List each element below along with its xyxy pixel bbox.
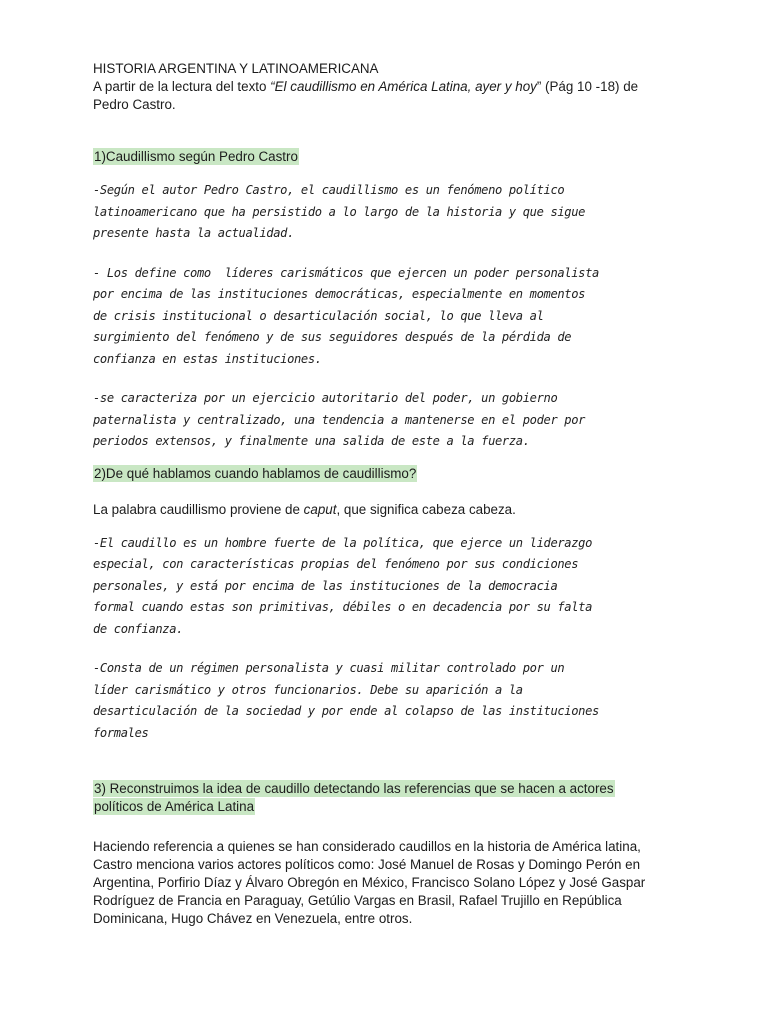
section-1-paragraph-2: - Los define como líderes carismáticos que ejercen un poder personalista por encima de las instituciones democráticas, especialmente en momentos de crisis institucional o desarticulación social, lo que lleva al surgimiento del fenómeno y de sus seguidores después de la pérdida de confianza en estas instituciones. bbox=[93, 265, 599, 366]
caput-term: caput bbox=[303, 501, 337, 517]
section-2-lead: La palabra caudillismo proviene de caput, que significa cabeza cabeza. bbox=[93, 501, 516, 517]
intro-prefix: A partir de la lectura del texto bbox=[93, 79, 271, 94]
intro-author: Pedro Castro. bbox=[93, 97, 176, 112]
document-title: HISTORIA ARGENTINA Y LATINOAMERICANA bbox=[93, 61, 379, 76]
section-2-heading: 2)De qué hablamos cuando hablamos de caudillismo? bbox=[94, 465, 417, 481]
section-3-body: Haciendo referencia a quienes se han considerado caudillos en la historia de América latina, Castro menciona varios actores políticos como: José Manuel de Rosas y Domingo Perón en Argentina, Porfirio Díaz y Álvaro Obregón en México, Francisco Solano López y José Gaspar Rodríguez de Francia en Paraguay, Getúlio Vargas en Brasil, Rafael Trujillo en República Dominicana, Hugo Chávez en Venezuela, entre otros. bbox=[93, 839, 646, 926]
section-3-heading-line-2: políticos de América Latina bbox=[94, 799, 255, 814]
section-3-heading-line-1: 3) Reconstruimos la idea de caudillo detectando las referencias que se hacen a actores bbox=[94, 781, 614, 796]
section-3-heading bbox=[93, 780, 683, 816]
section-2-paragraph-2: -Consta de un régimen personalista y cuasi militar controlado por un líder carismático y otros funcionarios. Debe su aparición a la desarticulación de la sociedad y por ende al colapso de las instituciones formales bbox=[93, 661, 599, 740]
section-1-heading: 1)Caudillismo según Pedro Castro bbox=[94, 149, 298, 164]
intro-suffix: ” (Pág 10 -18) de bbox=[536, 79, 639, 94]
document-header bbox=[93, 60, 683, 114]
document-page bbox=[93, 60, 683, 928]
section-2-paragraph-1: -El caudillo es un hombre fuerte de la política, que ejerce un liderazgo especial, con características propias del fenómeno por sus condiciones personales, y está por encima de las instituciones de la democracia formal cuando estas son primitivas, débiles o en decadencia por su falta de confianza. bbox=[93, 535, 593, 636]
section-1-paragraph-3: -se caracteriza por un ejercicio autoritario del poder, un gobierno paternalista y centralizado, una tendencia a mantenerse en el poder por periodos extensos, y finalmente una salida de este a la fuerza. bbox=[93, 391, 586, 448]
intro-book-title: “El caudillismo en América Latina, ayer y hoy bbox=[270, 79, 537, 94]
section-1-paragraph-1: -Según el autor Pedro Castro, el caudillismo es un fenómeno político latinoamericano que ha persistido a lo largo de la historia y que sigue presente hasta la actualidad. bbox=[93, 183, 586, 240]
intro-line bbox=[93, 78, 683, 96]
